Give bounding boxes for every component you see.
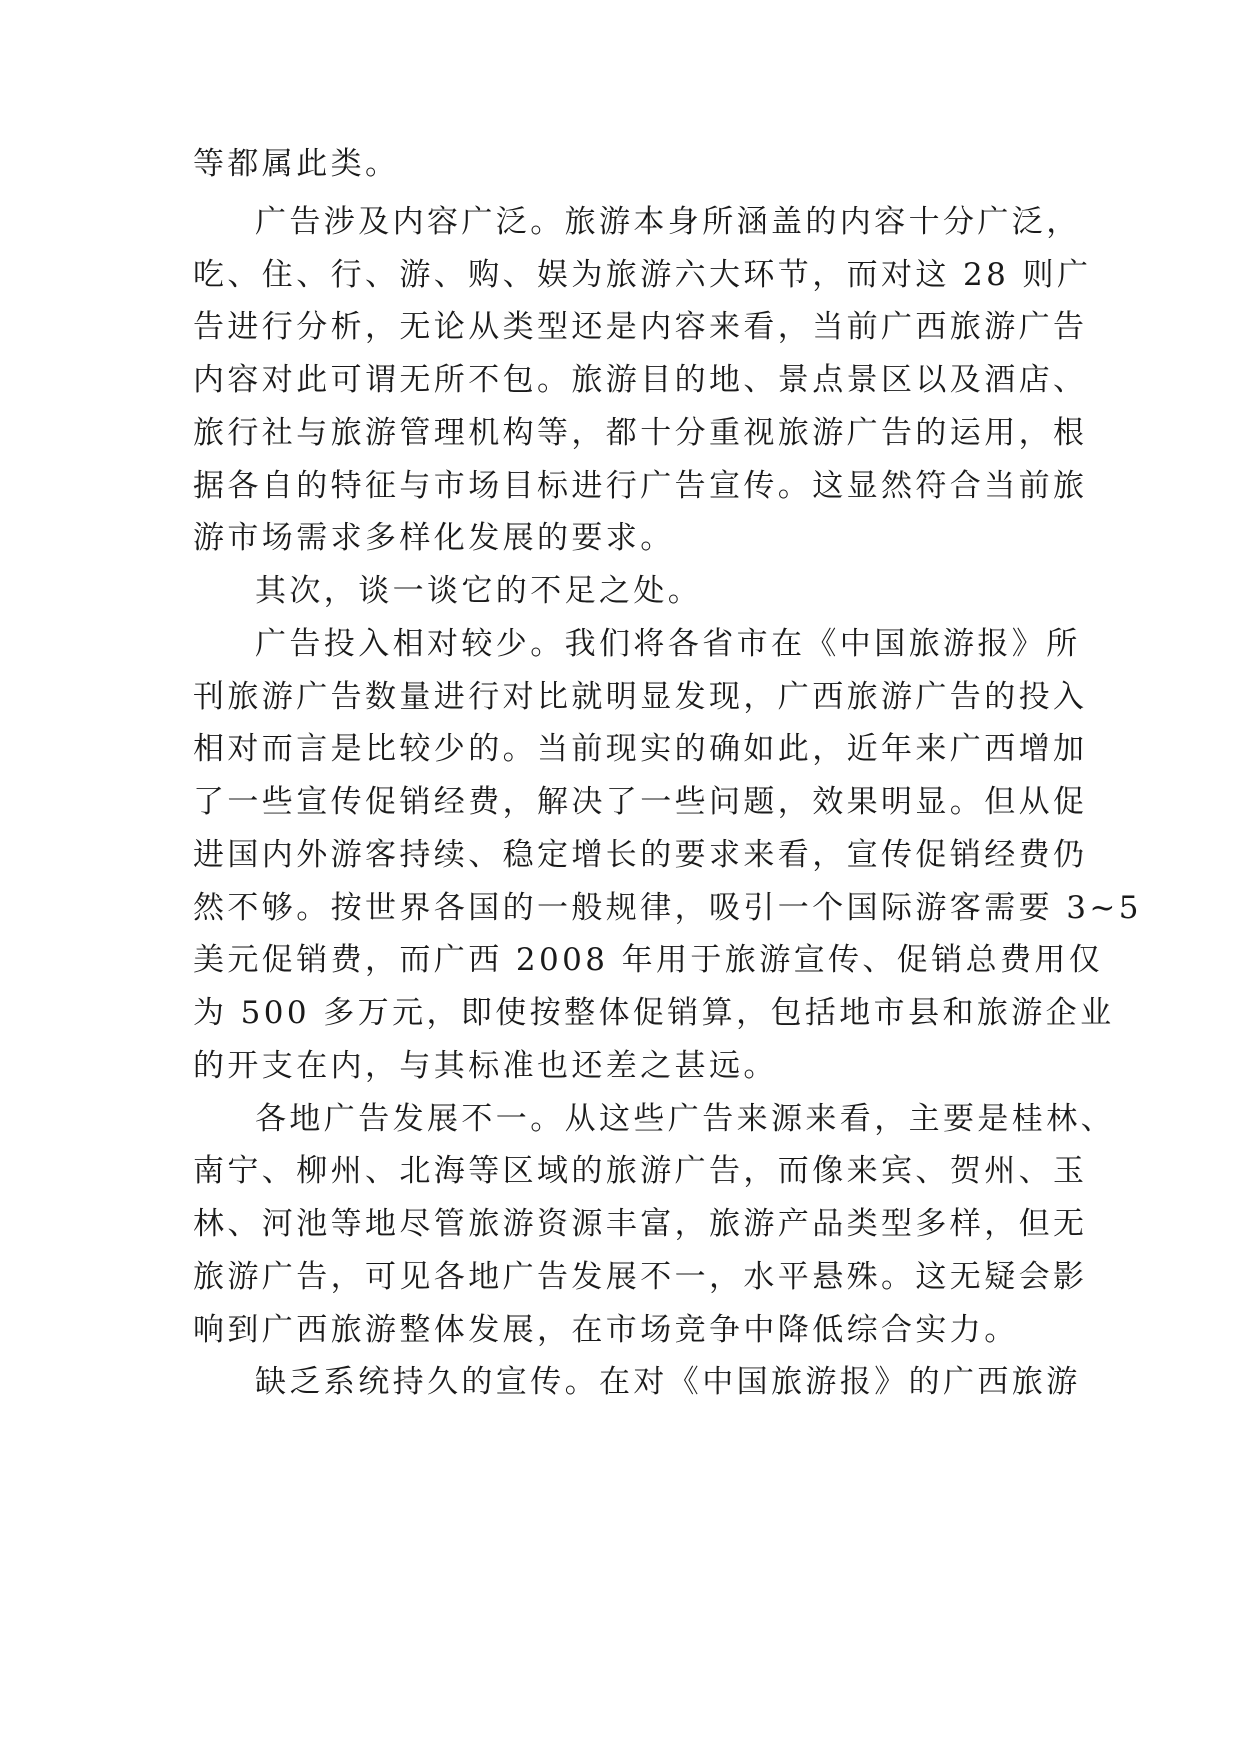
text-line: 的开支在内，与其标准也还差之甚远。 bbox=[193, 1048, 778, 1084]
paragraph-first-line: 广告涉及内容广泛。旅游本身所涵盖的内容十分广泛， bbox=[255, 204, 1081, 240]
paragraph-first-line: 缺乏系统持久的宣传。在对《中国旅游报》的广西旅游 bbox=[255, 1364, 1081, 1400]
text-line: 进国内外游客持续、稳定增长的要求来看，宣传促销经费仍 bbox=[193, 837, 1088, 873]
paragraph-first-line: 各地广告发展不一。从这些广告来源来看，主要是桂林、 bbox=[255, 1101, 1115, 1137]
text-line: 告进行分析，无论从类型还是内容来看，当前广西旅游广告 bbox=[193, 309, 1088, 345]
paragraph-first-line: 广告投入相对较少。我们将各省市在《中国旅游报》所 bbox=[255, 626, 1081, 662]
text-line: 刊旅游广告数量进行对比就明显发现，广西旅游广告的投入 bbox=[193, 679, 1088, 715]
text-line: 旅游广告，可见各地广告发展不一，水平悬殊。这无疑会影 bbox=[193, 1259, 1088, 1295]
text-line: 相对而言是比较少的。当前现实的确如此，近年来广西增加 bbox=[193, 731, 1088, 767]
text-line: 内容对此可谓无所不包。旅游目的地、景点景区以及酒店、 bbox=[193, 362, 1088, 398]
text-line: 吃、住、行、游、购、娱为旅游六大环节，而对这 28 则广 bbox=[193, 257, 1092, 293]
text-line: 等都属此类。 bbox=[193, 146, 400, 182]
text-line: 为 500 多万元，即使按整体促销算，包括地市县和旅游企业 bbox=[193, 995, 1115, 1031]
text-line: 然不够。按世界各国的一般规律，吸引一个国际游客需要 3~5 bbox=[193, 890, 1142, 926]
paragraph-first-line: 其次，谈一谈它的不足之处。 bbox=[255, 573, 703, 609]
text-line: 南宁、柳州、北海等区域的旅游广告，而像来宾、贺州、玉 bbox=[193, 1153, 1088, 1189]
text-line: 林、河池等地尽管旅游资源丰富，旅游产品类型多样，但无 bbox=[193, 1206, 1088, 1242]
text-line: 旅行社与旅游管理机构等，都十分重视旅游广告的运用，根 bbox=[193, 415, 1088, 451]
text-line: 美元促销费，而广西 2008 年用于旅游宣传、促销总费用仅 bbox=[193, 942, 1104, 978]
text-line: 游市场需求多样化发展的要求。 bbox=[193, 520, 675, 556]
text-line: 据各自的特征与市场目标进行广告宣传。这显然符合当前旅 bbox=[193, 468, 1088, 504]
text-line: 响到广西旅游整体发展，在市场竞争中降低综合实力。 bbox=[193, 1312, 1019, 1348]
text-line: 了一些宣传促销经费，解决了一些问题，效果明显。但从促 bbox=[193, 784, 1088, 820]
